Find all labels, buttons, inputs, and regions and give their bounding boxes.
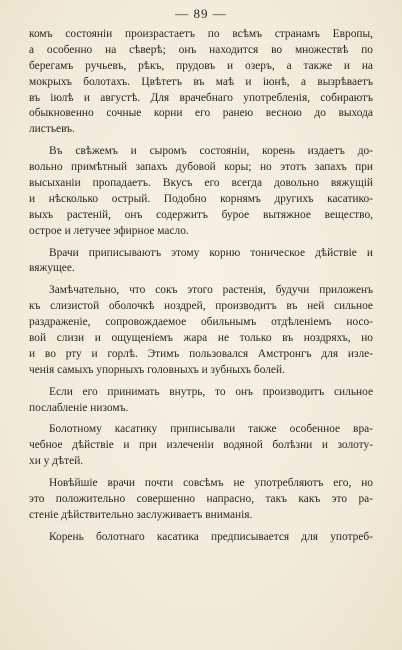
text-line: это положительно совершенно напрасно, такъ какъ это ра- (29, 493, 373, 506)
text-line: а особенно на сѣверѣ; онъ находится во множествѣ по (29, 43, 373, 56)
text-line: вольно примѣтный запахъ дубовой коры; но этотъ запахъ при (29, 161, 373, 174)
page-number: — 89 — (175, 6, 227, 21)
text-line: Болотному касатику приписывали также особенное вра- (49, 423, 373, 436)
body-text (29, 27, 373, 552)
text-line: и во рту и горлѣ. Этимъ пользовался Амстронгъ для изле- (29, 347, 373, 360)
text-line: хи у дѣтей. (29, 455, 84, 468)
text-line: мокрыхъ болотахъ. Цвѣтетъ въ маѣ и iюнѣ, а вызрѣваетъ (29, 75, 373, 88)
text-line: Если его принимать внутрь, то онъ производитъ сильное (49, 385, 373, 398)
text-line: въ iюлѣ и августѣ. Для врачебнаго употребленiя, собираютъ (29, 91, 373, 104)
text-line: ченiя самыхъ упорныхъ головныхъ и зубныхъ болей. (29, 363, 285, 376)
paragraph-historic-use (29, 422, 373, 470)
text-line: берегамъ ручьевъ, рѣкъ, прудовъ и озеръ, а также и на (29, 59, 373, 72)
text-line: Врачи приписываютъ этому корню тоническое дѣйствiе и (49, 246, 373, 259)
paragraph-prescription (29, 530, 373, 546)
text-line: чебное дѣйствiе и при излеченiи водяной болѣзни и золоту- (29, 439, 373, 452)
text-line: послабленiе низомъ. (29, 401, 129, 414)
text-line: комъ состоянiи произрастаетъ по всѣмъ странамъ Европы, (29, 28, 373, 40)
paragraph-tonic-action (29, 246, 373, 278)
text-line: Новѣйшiе врачи почти совсѣмъ не употребляютъ его, но (49, 477, 373, 490)
paragraph-properties (29, 144, 373, 239)
text-line: Замѣчательно, что сокъ этого растенiя, будучи приложенъ (49, 284, 373, 297)
paragraph-internal-use (29, 385, 373, 417)
text-line: и нѣсколько острый. Подобно корнямъ другихъ касатико- (29, 192, 373, 205)
text-line: вяжущее. (29, 262, 75, 275)
text-line: раздраженiе, сопровождаемое обильнымъ отдѣленiемъ носо- (29, 316, 373, 329)
text-line: Корень болотнаго касатика предписывается для употреб- (49, 530, 373, 543)
text-line: къ слизистой оболочкѣ ноздрей, производитъ въ ней сильное (29, 300, 373, 313)
text-line: выхъ растенiй, онъ содержитъ бурое вытяжное вещество, (29, 208, 373, 221)
paragraph-habitat (29, 27, 373, 138)
paragraph-juice-effect (29, 283, 373, 378)
text-line: Въ свѣжемъ и сыромъ состоянiи, корень издаетъ до- (49, 145, 373, 158)
paragraph-modern-doctors (29, 476, 373, 524)
text-line: острое и летучее эфирное масло. (29, 224, 189, 237)
text-line: вой слизи и ощущенiемъ жара не только въ ноздряхъ, но (29, 332, 373, 345)
text-line: стенiе дѣйствительно заслуживаетъ вниманiя. (29, 508, 253, 521)
text-line: обыкновенно сочные корни его ранею весною до выхода (29, 107, 373, 120)
text-line: листьевъ. (29, 123, 75, 136)
text-line: высыханiи пропадаетъ. Вкусъ его всегда довольно вяжущiй (29, 177, 373, 190)
